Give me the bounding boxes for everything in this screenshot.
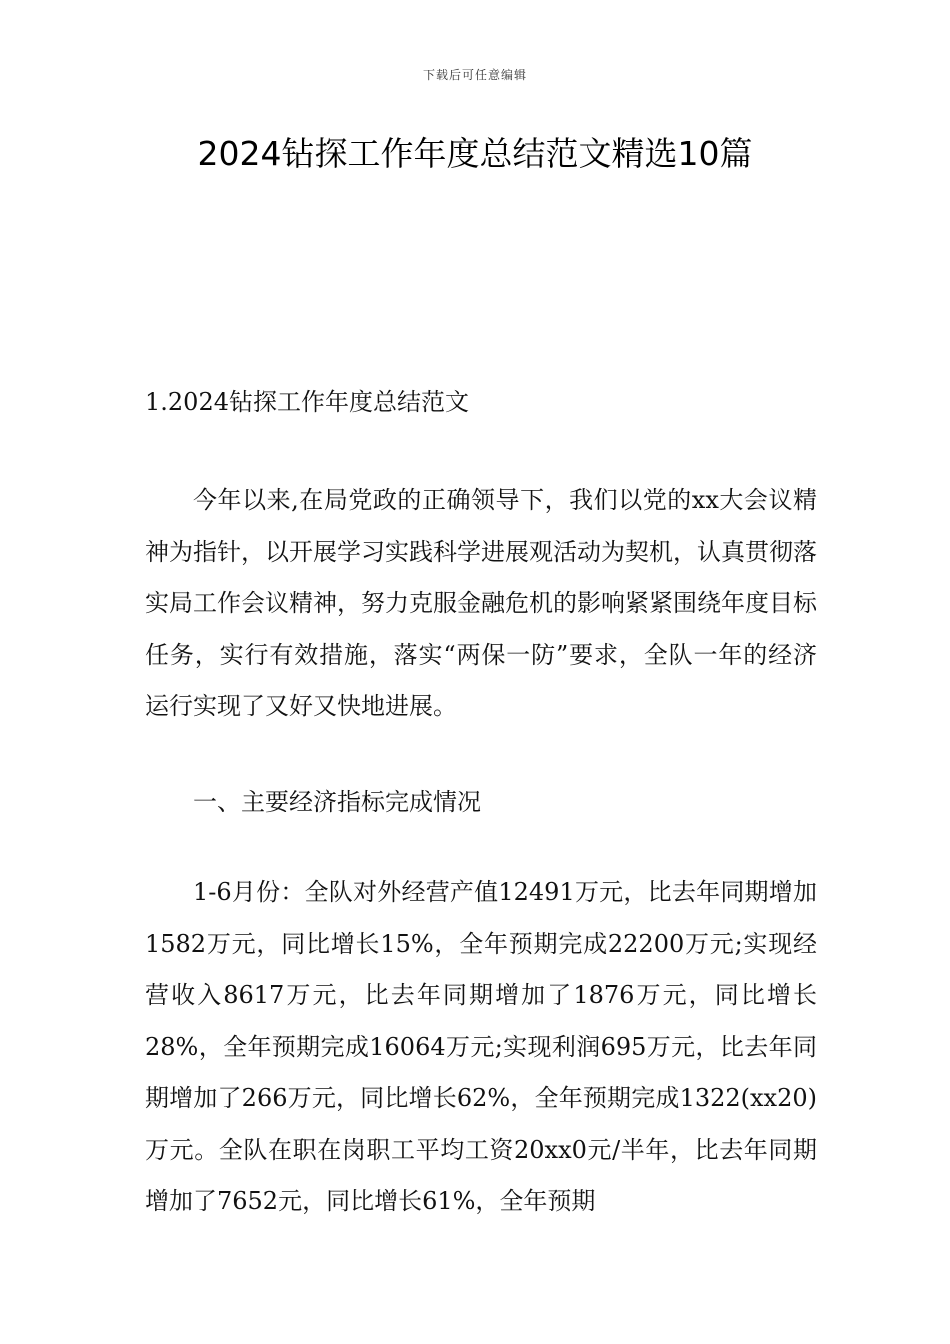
intro-paragraph: 今年以来,在局党政的正确领导下，我们以党的xx大会议精神为指针，以开展学习实践科学进展观活动为契机，认真贯彻落实局工作会议精神，努力克服金融危机的影响紧紧围绕年度目标任务，实行有效措施，落实“两保一防”要求，全队一年的经济运行实现了又好又快地进展。 bbox=[145, 486, 817, 720]
header-note: 下载后可任意编辑 bbox=[422, 68, 527, 82]
section-heading: 1.2024钻探工作年度总结范文 bbox=[145, 388, 469, 416]
detail-paragraph: 1-6月份：全队对外经营产值12491万元，比去年同期增加1582万元，同比增长15%，全年预期完成22200万元;实现经营收入8617万元，比去年同期增加了1876万元，同比增长28%，全年预期完成16064万元;实现利润695万元，比去年同期增加了266万元，同比增长62%，全年预期完成1322(xx20)万元。全队在职在岗职工平均工资20xx0元/半年，比去年同期增加了7652元，同比增长61%，全年预期 bbox=[145, 878, 817, 1215]
document-title: 2024钻探工作年度总结范文精选10篇 bbox=[197, 134, 753, 173]
sub-heading: 一、主要经济指标完成情况 bbox=[193, 788, 481, 816]
